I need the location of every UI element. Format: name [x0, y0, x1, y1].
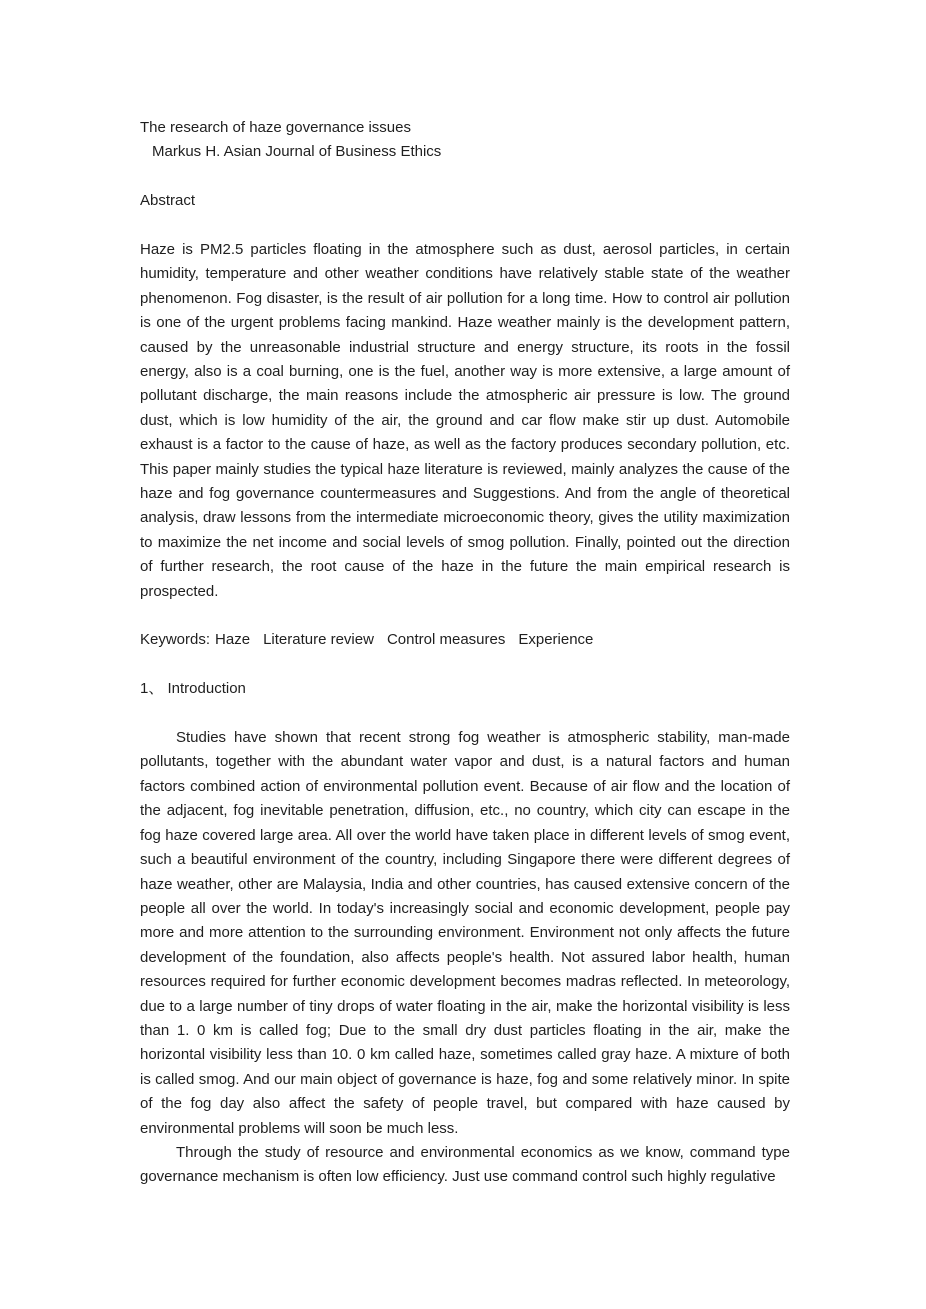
abstract-paragraph: Haze is PM2.5 particles floating in the atmosphere such as dust, aerosol particles, in certain humidity, temperature and other weather conditions have relatively stable state of the weather phenomenon. Fog disaster, is the result of air pollution for a long time. How to control air pollution is one of the urgent problems facing mankind. Haze weather mainly is the development pattern, caused by the unreasonable industrial structure and energy structure, its roots in the fossil energy, also is a coal burning, one is the fuel, another way is more extensive, a large amount of pollutant discharge, the main reasons include the atmospheric air pressure is low. The ground dust, which is low humidity of the air, the ground and car flow make stir up dust. Automobile exhaust is a factor to the cause of haze, as well as the factory produces secondary pollution, etc. This paper mainly studies the typical haze literature is reviewed, mainly analyzes the cause of the haze and fog governance countermeasures and Suggestions. And from the angle of theoretical analysis, draw lessons from the intermediate microeconomic theory, gives the utility maximization to maximize the net income and social levels of smog pollution. Finally, pointed out the direction of further research, the root cause of the haze in the future the main empirical research is prospected.: [140, 241, 790, 600]
introduction-paragraph-2: Through the study of resource and environmental economics as we know, command type governance mechanism is often low efficiency. Just use command control such highly regulative: [140, 1143, 790, 1186]
abstract-heading: Abstract: [140, 192, 196, 210]
page-title: The research of haze governance issues: [140, 119, 411, 136]
keywords-label: Keywords:: [140, 631, 211, 649]
keyword-term: Haze: [215, 631, 251, 649]
introduction-paragraph-1: Studies have shown that recent strong fog weather is atmospheric stability, man-made pollutants, together with the abundant water vapor and dust, is a natural factors and human factors combined action of environmental pollution event. Because of air flow and the location of the adjacent, fog inevitable penetration, diffusion, etc., no country, which city can escape in the fog haze covered large area. All over the world have taken place in different levels of smog event, such a beautiful environment of the country, including Singapore there were different degrees of haze weather, other are Malaysia, India and other countries, has caused extensive concern of the people all over the world. In today's increasingly social and economic development, people pay more and more attention to the surrounding environment. Environment not only affects the future development of the foundation, also affects people's health. Not assured labor health, human resources required for further economic development becomes madras reflected. In meteorology, due to a large number of tiny drops of water floating in the air, make the horizontal visibility is less than 1. 0 km is called fog; Due to the small dry dust particles floating in the air, make the horizontal visibility less than 10. 0 km called haze, sometimes called gray haze. A mixture of both is called smog. And our main object of governance is haze, fog and some relatively minor. In spite of the fog day also affect the safety of people travel, but compared with haze caused by environmental problems will soon be much less.: [140, 729, 790, 1137]
keywords-line: [140, 628, 790, 652]
author-journal-line: Markus H. Asian Journal of Business Ethics: [152, 143, 442, 161]
keyword-term: Literature review: [263, 631, 374, 649]
keyword-term: Experience: [518, 631, 594, 649]
page-content: [140, 116, 790, 1190]
section-heading-introduction: 1、 Introduction: [140, 680, 246, 698]
keyword-term: Control measures: [386, 631, 506, 649]
